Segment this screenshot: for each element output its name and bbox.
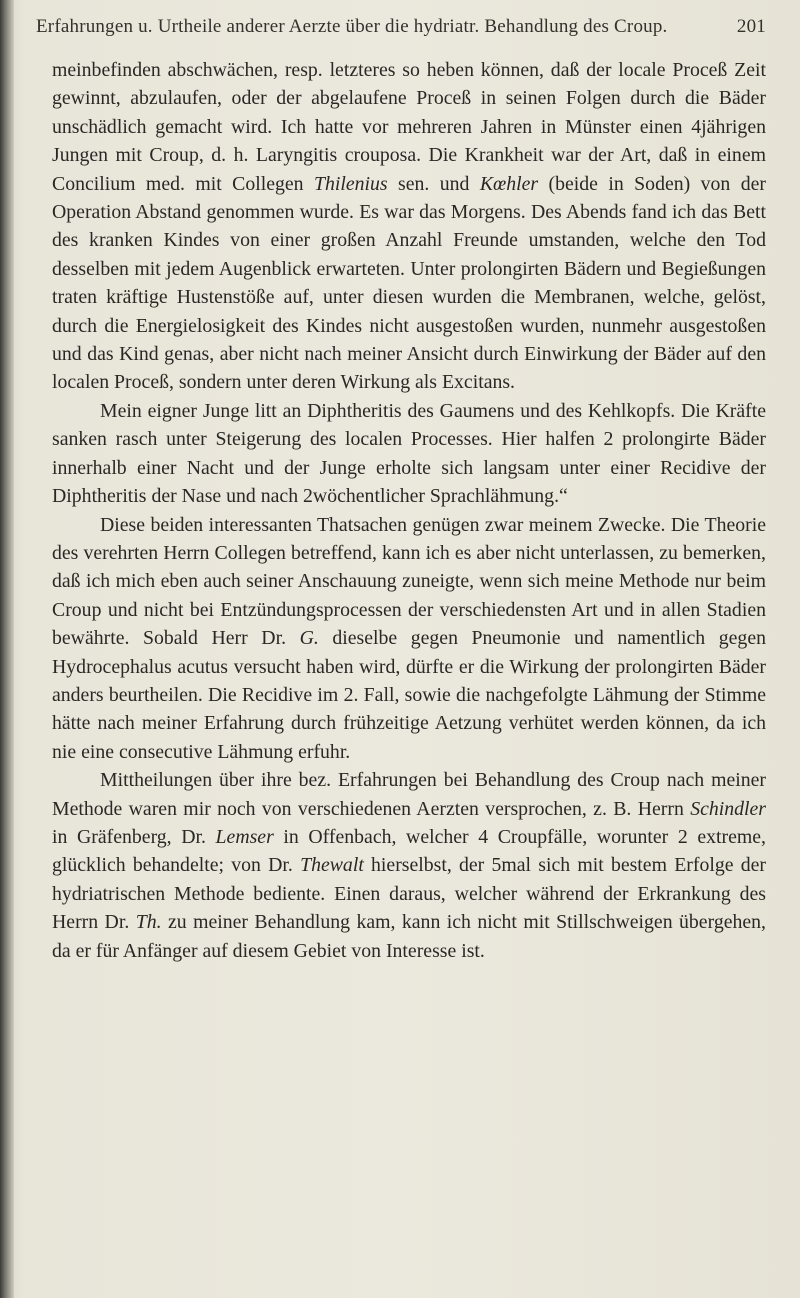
text-run: sen. und [387,172,480,195]
italic-name: G. [299,627,319,650]
paragraph [52,766,766,965]
paragraph [52,397,766,511]
italic-name: Thewalt [300,854,364,877]
paragraph [52,56,766,397]
text-run: in Offenbach, welcher 4 Croupfälle, worunter 2 extreme, glücklich behandelte; von Dr. [52,825,766,877]
text-run: meinbefinden abschwächen, resp. letzteres so heben können, daß der locale Proceß Zeit gewinnt, abzulaufen, oder der abgelaufene Proceß in seinen Folgen durch die Bäder unschädlich gemacht wird. Ich hatte vor mehreren Jahren in Münster einen 4jährigen Jungen mit Croup, d. h. Laryngitis crouposa. Die Krankheit war der Art, daß in einem Concilium med. mit Collegen [52,59,766,195]
italic-name: Thilenius [313,172,388,195]
text-run: Mittheilungen über ihre bez. Erfahrungen bei Behandlung des Croup nach meiner Methode waren mir noch von verschiedenen Aerzten versprochen, z. B. Herrn [52,769,766,820]
text-run: dieselbe gegen Pneumonie und namentlich gegen Hydrocephalus acutus versucht haben wird, dürfte er die Wirkung der prolongirten Bäder anders beurtheilen. Die Recidive im 2. Fall, sowie die nachgefolgte Lähmung der Stimme hätte nach meiner Erfahrung durch frühzeitige Aetzung verhütet werden können, da ich nie eine consecutive Lähmung erfuhr. [52,627,766,763]
text-run: hierselbst, der 5mal sich mit bestem Erfolge der hydriatrischen Methode bediente. Einen daraus, welcher während der Erkrankung des Herrn Dr. [52,854,766,934]
text-run: zu meiner Behandlung kam, kann ich nicht mit Stillschweigen übergehen, da er für Anfänger auf diesem Gebiet von Interesse ist. [52,911,766,962]
italic-name: Kœhler [479,172,539,195]
page-number: 201 [736,16,766,37]
running-header [36,16,766,38]
italic-name: Th. [135,911,162,934]
text-run: Diese beiden interessanten Thatsachen genügen zwar meinem Zwecke. Die Theorie des verehrten Herrn Collegen betreffend, kann ich es aber nicht unterlassen, zu bemerken, daß ich mich eben auch seiner Anschauung zuneigte, wenn sich meine Methode nur beim Croup und nicht bei Entzündungsprocessen der verschiedensten Art und in allen Stadien bewährte. Sobald Herr Dr. [52,513,766,650]
book-spine-shadow [0,0,14,1298]
italic-name: Lemser [215,825,274,848]
body-text [52,56,766,965]
text-run: Mein eigner Junge litt an Diphtheritis des Gaumens und des Kehlkopfs. Die Kräfte sanken rasch unter Steigerung des localen Processes. Hier halfen 2 prolongirte Bäder innerhalb einer Nacht und der Junge erholte sich langsam unter einer Recidive der Diphtheritis der Nase und nach 2wöchentlicher Sprachlähmung.“ [52,399,766,508]
paragraph [52,511,766,767]
text-run: (beide in Soden) von der Operation Abstand genommen wurde. Es war das Morgens. Des Abends fand ich das Bett des kranken Kindes von einer großen Anzahl Freunde umstanden, welche den Tod desselben mit jedem Augenblick erwarteten. Unter prolongirten Bädern und Begießungen traten kräftige Hustenstöße auf, unter diesen wurden die Membranen, welche, gelöst, durch die Energielosigkeit des Kindes nicht ausgestoßen wurden, nunmehr ausgestoßen und das Kind genas, aber nicht nach meiner Ansicht durch Einwirkung der Bäder auf den localen Proceß, sondern unter deren Wirkung als Excitans. [52,172,766,394]
text-run: in Gräfenberg, Dr. [52,825,216,848]
running-title: Erfahrungen u. Urtheile anderer Aerzte über die hydriatr. Behandlung des Croup. [36,16,668,37]
italic-name: Schindler [690,797,766,820]
